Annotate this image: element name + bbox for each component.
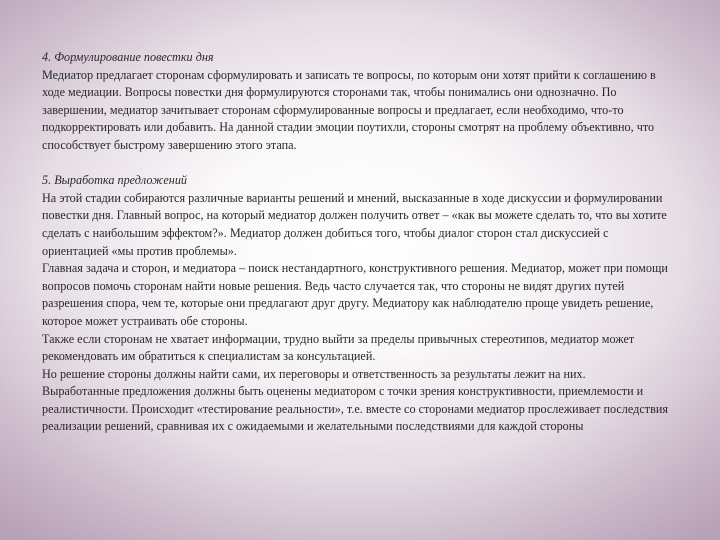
paragraph-proposals-5: Выработанные предложения должны быть оценены медиатором с точки зрения конструктивности, приемлемости и реалистичности. Происходит «тестирование реальности», т.е. вместе со сторонами медиатор прослеживает последствия реализации решений, сравнивая их с ожидаемыми и желательными последствиями для каждой стороны bbox=[42, 384, 668, 434]
section-title-agenda: 4. Формулирование повестки дня bbox=[42, 50, 214, 64]
paragraph-agenda: Медиатор предлагает сторонам сформулировать и записать те вопросы, по которым они хотят прийти к соглашению в ходе медиации. Вопросы повестки дня формулируются сторонами так, чтобы понимались они однозначно. По завершении, медиатор зачитывает сторонам сформулированные вопросы и предлагает, если необходимо, что-то подкорректировать или добавить. На данной стадии эмоции поутихли, стороны смотрят на проблему объективно, что способствует быстрому завершению этого этапа. bbox=[42, 67, 656, 152]
paragraph-proposals-3: Также если сторонам не хватает информации, трудно выйти за пределы привычных стереотипов, медиатор может рекомендовать им обратиться к специалистам за консультацией. bbox=[42, 331, 635, 364]
section-divider bbox=[42, 155, 678, 173]
paragraph-proposals-1: На этой стадии собираются различные варианты решений и мнений, высказанные в ходе дискуссии и формулировании повестки дня. Главный вопрос, на который медиатор должен получить ответ – «как вы можете сделать то, что вы хотите сделать с наибольшим эффектом?». Медиатор должен добиться того, чтобы диалог сторон стал дискуссией с ориентацией «мы против проблемы». bbox=[42, 190, 667, 258]
paragraph-proposals-4: Но решение стороны должны найти сами, их переговоры и ответственность за результаты лежит на них. bbox=[42, 366, 586, 381]
paragraph-proposals-2: Главная задача и сторон, и медиатора – поиск нестандартного, конструктивного решения. Медиатор, может при помощи вопросов помочь сторонам найти новые решения. Ведь часто случается так, что стороны не видят других путей разрешения спора, чем те, которые они предлагают друг другу. Медиатору как наблюдателю проще увидеть решение, которое может устраивать обе стороны. bbox=[42, 261, 668, 328]
slide-text-body bbox=[42, 49, 678, 436]
section-title-proposals: 5. Выработка предложений bbox=[42, 173, 188, 188]
